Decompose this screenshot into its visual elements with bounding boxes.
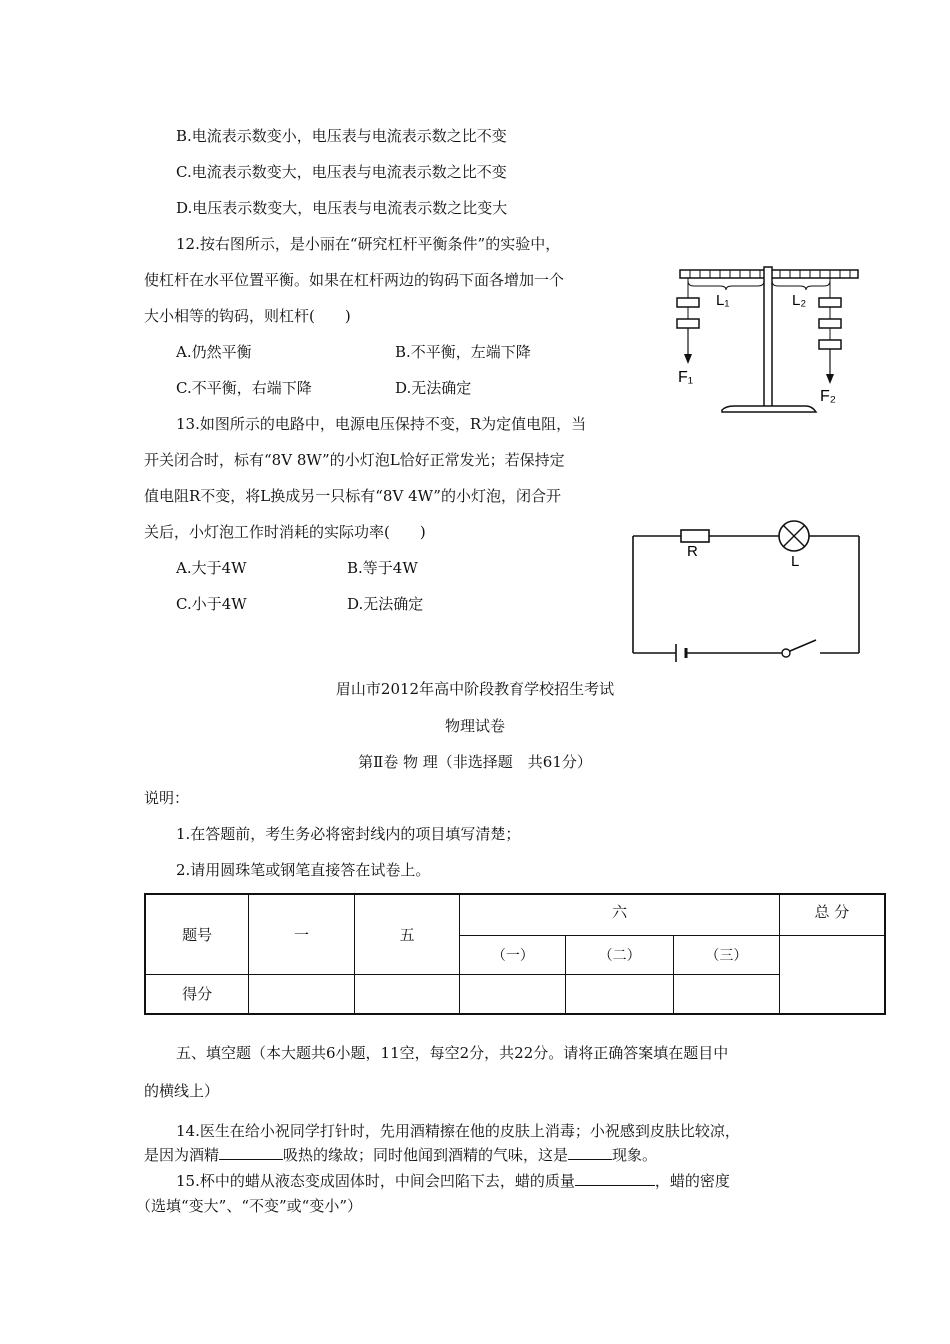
- table-subheader-1: （一）: [460, 935, 566, 974]
- table-cell-total-score[interactable]: [779, 935, 885, 1014]
- q13-option-a: A.大于4W: [176, 559, 247, 577]
- notes-item-1: 1.在答题前，考生务必将密封线内的项目填写清楚；: [176, 825, 521, 843]
- table-subheader-3: （三）: [674, 935, 780, 974]
- q13-stem-line1: 13.如图所示的电路中，电源电压保持不变，R为定值电阻，当: [176, 415, 587, 433]
- lever-label-l1: L₁: [716, 292, 730, 309]
- right-weight-1: [819, 298, 841, 307]
- section5-heading-line2: 的横线上）: [144, 1082, 220, 1100]
- table-cell-score-part1[interactable]: [249, 974, 355, 1014]
- switch-pivot: [782, 649, 790, 657]
- table-header-part6: 六: [460, 894, 779, 935]
- exam-title: 眉山市2012年高中阶段教育学校招生考试: [335, 680, 615, 698]
- notes-item-2: 2.请用圆珠笔或钢笔直接答在试卷上。: [176, 861, 431, 879]
- lamp-label: L: [791, 553, 800, 570]
- table-header-part1: 一: [249, 894, 355, 974]
- resistor-r: [681, 530, 709, 542]
- table-cell-score-part6-1[interactable]: [460, 974, 566, 1014]
- table-cell-score-part6-2[interactable]: [566, 974, 674, 1014]
- switch-blade: [790, 640, 816, 651]
- q14-stem-line1: 14.医生在给小祝同学打针时，先用酒精擦在他的皮肤上消毒；小祝感到皮肤比较凉，: [176, 1122, 740, 1140]
- force-label-f2: F₂: [820, 388, 836, 405]
- circuit-figure: [626, 520, 866, 665]
- q12-option-d: D.无法确定: [395, 379, 472, 397]
- q13-stem-line2: 开关闭合时，标有“8V 8W”的小灯泡L恰好正常发光；若保持定: [144, 451, 565, 469]
- q11-option-c: C.电流表示数变大，电压表与电流表示数之比不变: [176, 163, 507, 181]
- left-weight-1: [677, 298, 699, 307]
- q12-stem-line3: 大小相等的钩码，则杠杆( ): [144, 307, 351, 325]
- q14-blank-1[interactable]: [219, 1144, 283, 1160]
- lever-base: [722, 406, 816, 412]
- table-cell-score-part6-3[interactable]: [674, 974, 780, 1014]
- table-header-label: 题号: [145, 894, 249, 974]
- notes-heading: 说明：: [144, 789, 190, 807]
- q13-stem-line3: 值电阻R不变，将L换成另一只标有“8V 4W”的小灯泡，闭合开: [144, 487, 561, 505]
- table-row-label-score: 得分: [145, 974, 249, 1014]
- q11-option-b: B.电流表示数变小，电压表与电流表示数之比不变: [176, 127, 507, 145]
- q12-option-b: B.不平衡，左端下降: [395, 343, 531, 361]
- table-header-total: 总 分: [779, 894, 885, 935]
- q12-stem-line2: 使杠杆在水平位置平衡。如果在杠杆两边的钩码下面各增加一个: [144, 271, 565, 289]
- q11-option-d: D.电压表示数变大，电压表与电流表示数之比变大: [176, 199, 508, 217]
- score-table: [144, 893, 886, 1015]
- section5-heading-line1: 五、填空题（本大题共6小题，11空，每空2分，共22分。请将正确答案填在题目中: [176, 1044, 729, 1062]
- q14-blank-2[interactable]: [568, 1144, 612, 1160]
- lever-label-l2: L₂: [792, 292, 807, 309]
- force-label-f1: F₁: [678, 369, 694, 386]
- q13-option-c: C.小于4W: [176, 595, 247, 613]
- q15-stem-line1: 15.杯中的蜡从液态变成固体时，中间会凹陷下去，蜡的质量 ，蜡的密度: [176, 1172, 730, 1190]
- q13-stem-line4: 关后，小灯泡工作时消耗的实际功率( ): [144, 523, 426, 541]
- right-weight-3: [819, 340, 841, 349]
- lever-figure: [660, 262, 865, 422]
- q12-option-c: C.不平衡，右端下降: [176, 379, 312, 397]
- right-weight-2: [819, 319, 841, 328]
- q12-stem-line1: 12.按右图所示，是小丽在“研究杠杆平衡条件”的实验中，: [176, 235, 561, 253]
- resistor-label: R: [687, 543, 698, 560]
- q12-option-a: A.仍然平衡: [176, 343, 252, 361]
- lever-stand: [764, 267, 772, 410]
- left-weight-2: [677, 319, 699, 328]
- table-subheader-2: （二）: [566, 935, 674, 974]
- table-cell-score-part5[interactable]: [354, 974, 460, 1014]
- q15-blank-1[interactable]: [575, 1170, 655, 1186]
- section-title: 第Ⅱ卷 物 理（非选择题 共61分）: [358, 753, 592, 771]
- paper-title: 物理试卷: [444, 717, 505, 735]
- q14-stem-line2: 是因为酒精 吸热的缘故；同时他闻到酒精的气味，这是 现象。: [144, 1146, 658, 1164]
- q15-stem-line2: （选填“变大”、“不变”或“变小”）: [136, 1197, 363, 1215]
- q13-option-d: D.无法确定: [347, 595, 424, 613]
- q13-option-b: B.等于4W: [347, 559, 418, 577]
- table-header-part5: 五: [354, 894, 460, 974]
